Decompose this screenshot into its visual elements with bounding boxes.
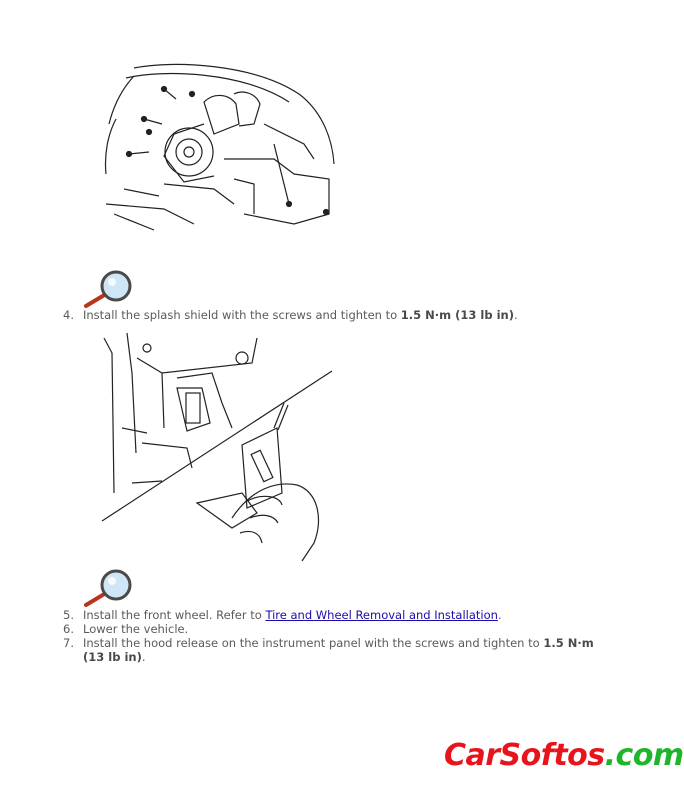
splash-shield-illustration — [104, 64, 336, 230]
hood-release-illustration — [102, 333, 334, 563]
step-7-continuation: (13 lb in). — [83, 650, 146, 664]
step-5: 5. Install the front wheel. Refer to Tire and Wheel Removal and Installation. — [63, 608, 502, 622]
step-4: 4. Install the splash shield with the screws and tighten to 1.5 N·m (13 lb in). — [63, 308, 518, 322]
tire-wheel-link[interactable]: Tire and Wheel Removal and Installation — [265, 608, 498, 622]
magnifier-icon[interactable] — [82, 567, 136, 609]
magnifier-icon[interactable] — [82, 268, 136, 310]
watermark-logo: CarSoftos.com — [444, 738, 684, 773]
step-7: 7. Install the hood release on the instrument panel with the screws and tighten to 1.5 N·m — [63, 636, 594, 650]
step-6: 6. Lower the vehicle. — [63, 622, 189, 636]
